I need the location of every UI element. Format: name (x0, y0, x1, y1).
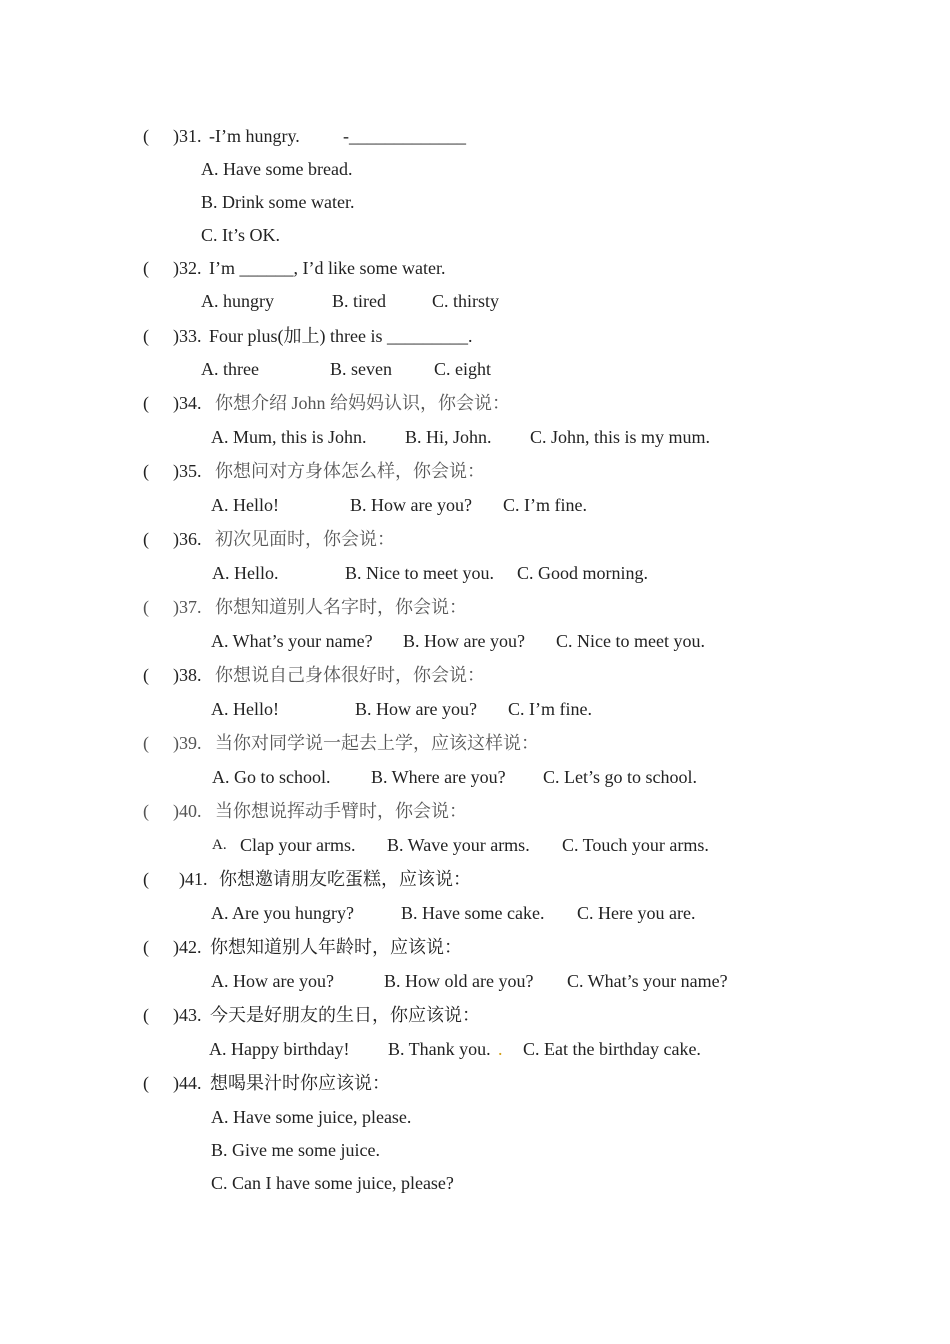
question-number: )36. (173, 529, 202, 549)
answer-paren: ( (143, 597, 149, 617)
answer-paren: ( (143, 1073, 149, 1093)
option-c: C. Nice to meet you. (556, 631, 705, 651)
question-number: )35. (173, 461, 202, 481)
option-b: B. How old are you? (384, 971, 534, 991)
question-number: )44. (173, 1073, 202, 1093)
option-a: A. Are you hungry? (211, 903, 354, 923)
option-b: B. Thank you. (388, 1039, 491, 1059)
question-number: )37. (173, 597, 202, 617)
question-stem: 你想介绍 John 给妈妈认识，你会说： (215, 393, 511, 413)
option-b: B. Wave your arms. (387, 835, 530, 855)
stray-mark: . (498, 1039, 503, 1059)
option-b: B. Hi, John. (405, 427, 492, 447)
question-number: )40. (173, 801, 202, 821)
question-stem: Four plus(加上) three is _________. (209, 326, 473, 346)
option-c: C. What’s your name? (567, 971, 728, 991)
option-a: A. Hello! (211, 495, 279, 515)
question-stem: 你想说自己身体很好时，你会说： (215, 665, 485, 685)
question-number: )43. (173, 1005, 202, 1025)
question-stem: I’m ______, I’d like some water. (209, 258, 446, 278)
question-number: )41. (179, 869, 208, 889)
question-number: )34. (173, 393, 202, 413)
question-stem: 你想问对方身体怎么样，你会说： (215, 461, 485, 481)
option-a: Clap your arms. (240, 835, 356, 855)
option-b: B. How are you? (350, 495, 472, 515)
question-stem: -I’m hungry. (209, 126, 300, 146)
option-c: C. I’m fine. (503, 495, 587, 515)
option-b: B. Have some cake. (401, 903, 545, 923)
option-c: C. Touch your arms. (562, 835, 709, 855)
answer-paren: ( (143, 326, 149, 346)
option-c: C. Here you are. (577, 903, 696, 923)
option-c: C. John, this is my mum. (530, 427, 711, 447)
option-b: B. Nice to meet you. (345, 563, 494, 583)
option-b: B. tired (332, 291, 386, 311)
option-c: C. It’s OK. (201, 225, 281, 245)
option-a: A. Hello. (212, 563, 279, 583)
option-a: A. Go to school. (212, 767, 331, 787)
question-stem: 初次见面时，你会说： (215, 529, 395, 549)
option-a-letter: A. (212, 837, 227, 853)
option-c: C. I’m fine. (508, 699, 592, 719)
option-c: C. thirsty (432, 291, 500, 311)
question-stem: 你想知道别人年龄时，应该说： (210, 937, 462, 957)
question-stem: 你想邀请朋友吃蛋糕，应该说： (219, 869, 471, 889)
option-a: A. hungry (201, 291, 274, 311)
option-c: C. Let’s go to school. (543, 767, 697, 787)
option-b: B. Where are you? (371, 767, 506, 787)
question-number: )31. (173, 126, 202, 146)
option-a: A. Happy birthday! (209, 1039, 350, 1059)
option-b: B. Drink some water. (201, 192, 355, 212)
answer-paren: ( (143, 937, 149, 957)
question-stem: 想喝果汁时你应该说： (210, 1073, 390, 1093)
option-c: C. Can I have some juice, please? (211, 1173, 454, 1193)
answer-paren: ( (143, 393, 149, 413)
option-a: A. Have some bread. (201, 159, 353, 179)
option-a: A. How are you? (211, 971, 334, 991)
question-number: )33. (173, 326, 202, 346)
question-number: )32. (173, 258, 202, 278)
option-a: A. Have some juice, please. (211, 1107, 412, 1127)
question-number: )38. (173, 665, 202, 685)
option-a: A. three (201, 359, 259, 379)
answer-paren: ( (143, 869, 149, 889)
option-b: B. Give me some juice. (211, 1140, 380, 1160)
answer-blank: -_____________ (343, 126, 466, 146)
answer-paren: ( (143, 665, 149, 685)
question-stem: 今天是好朋友的生日，你应该说： (210, 1005, 480, 1025)
answer-paren: ( (143, 801, 149, 821)
option-b: B. seven (330, 359, 392, 379)
option-c: C. eight (434, 359, 491, 379)
question-stem: 当你对同学说一起去上学，应该这样说： (215, 733, 539, 753)
question-stem: 你想知道别人名字时，你会说： (215, 597, 467, 617)
option-a: A. Hello! (211, 699, 279, 719)
answer-paren: ( (143, 126, 149, 146)
answer-paren: ( (143, 529, 149, 549)
question-number: )39. (173, 733, 202, 753)
option-b: B. How are you? (355, 699, 477, 719)
answer-paren: ( (143, 461, 149, 481)
option-a: A. Mum, this is John. (211, 427, 367, 447)
answer-paren: ( (143, 258, 149, 278)
option-c: C. Eat the birthday cake. (523, 1039, 701, 1059)
option-a: A. What’s your name? (211, 631, 373, 651)
option-c: C. Good morning. (517, 563, 649, 583)
option-b: B. How are you? (403, 631, 525, 651)
question-stem: 当你想说挥动手臂时，你会说： (215, 801, 467, 821)
question-number: )42. (173, 937, 202, 957)
answer-paren: ( (143, 1005, 149, 1025)
answer-paren: ( (143, 733, 149, 753)
